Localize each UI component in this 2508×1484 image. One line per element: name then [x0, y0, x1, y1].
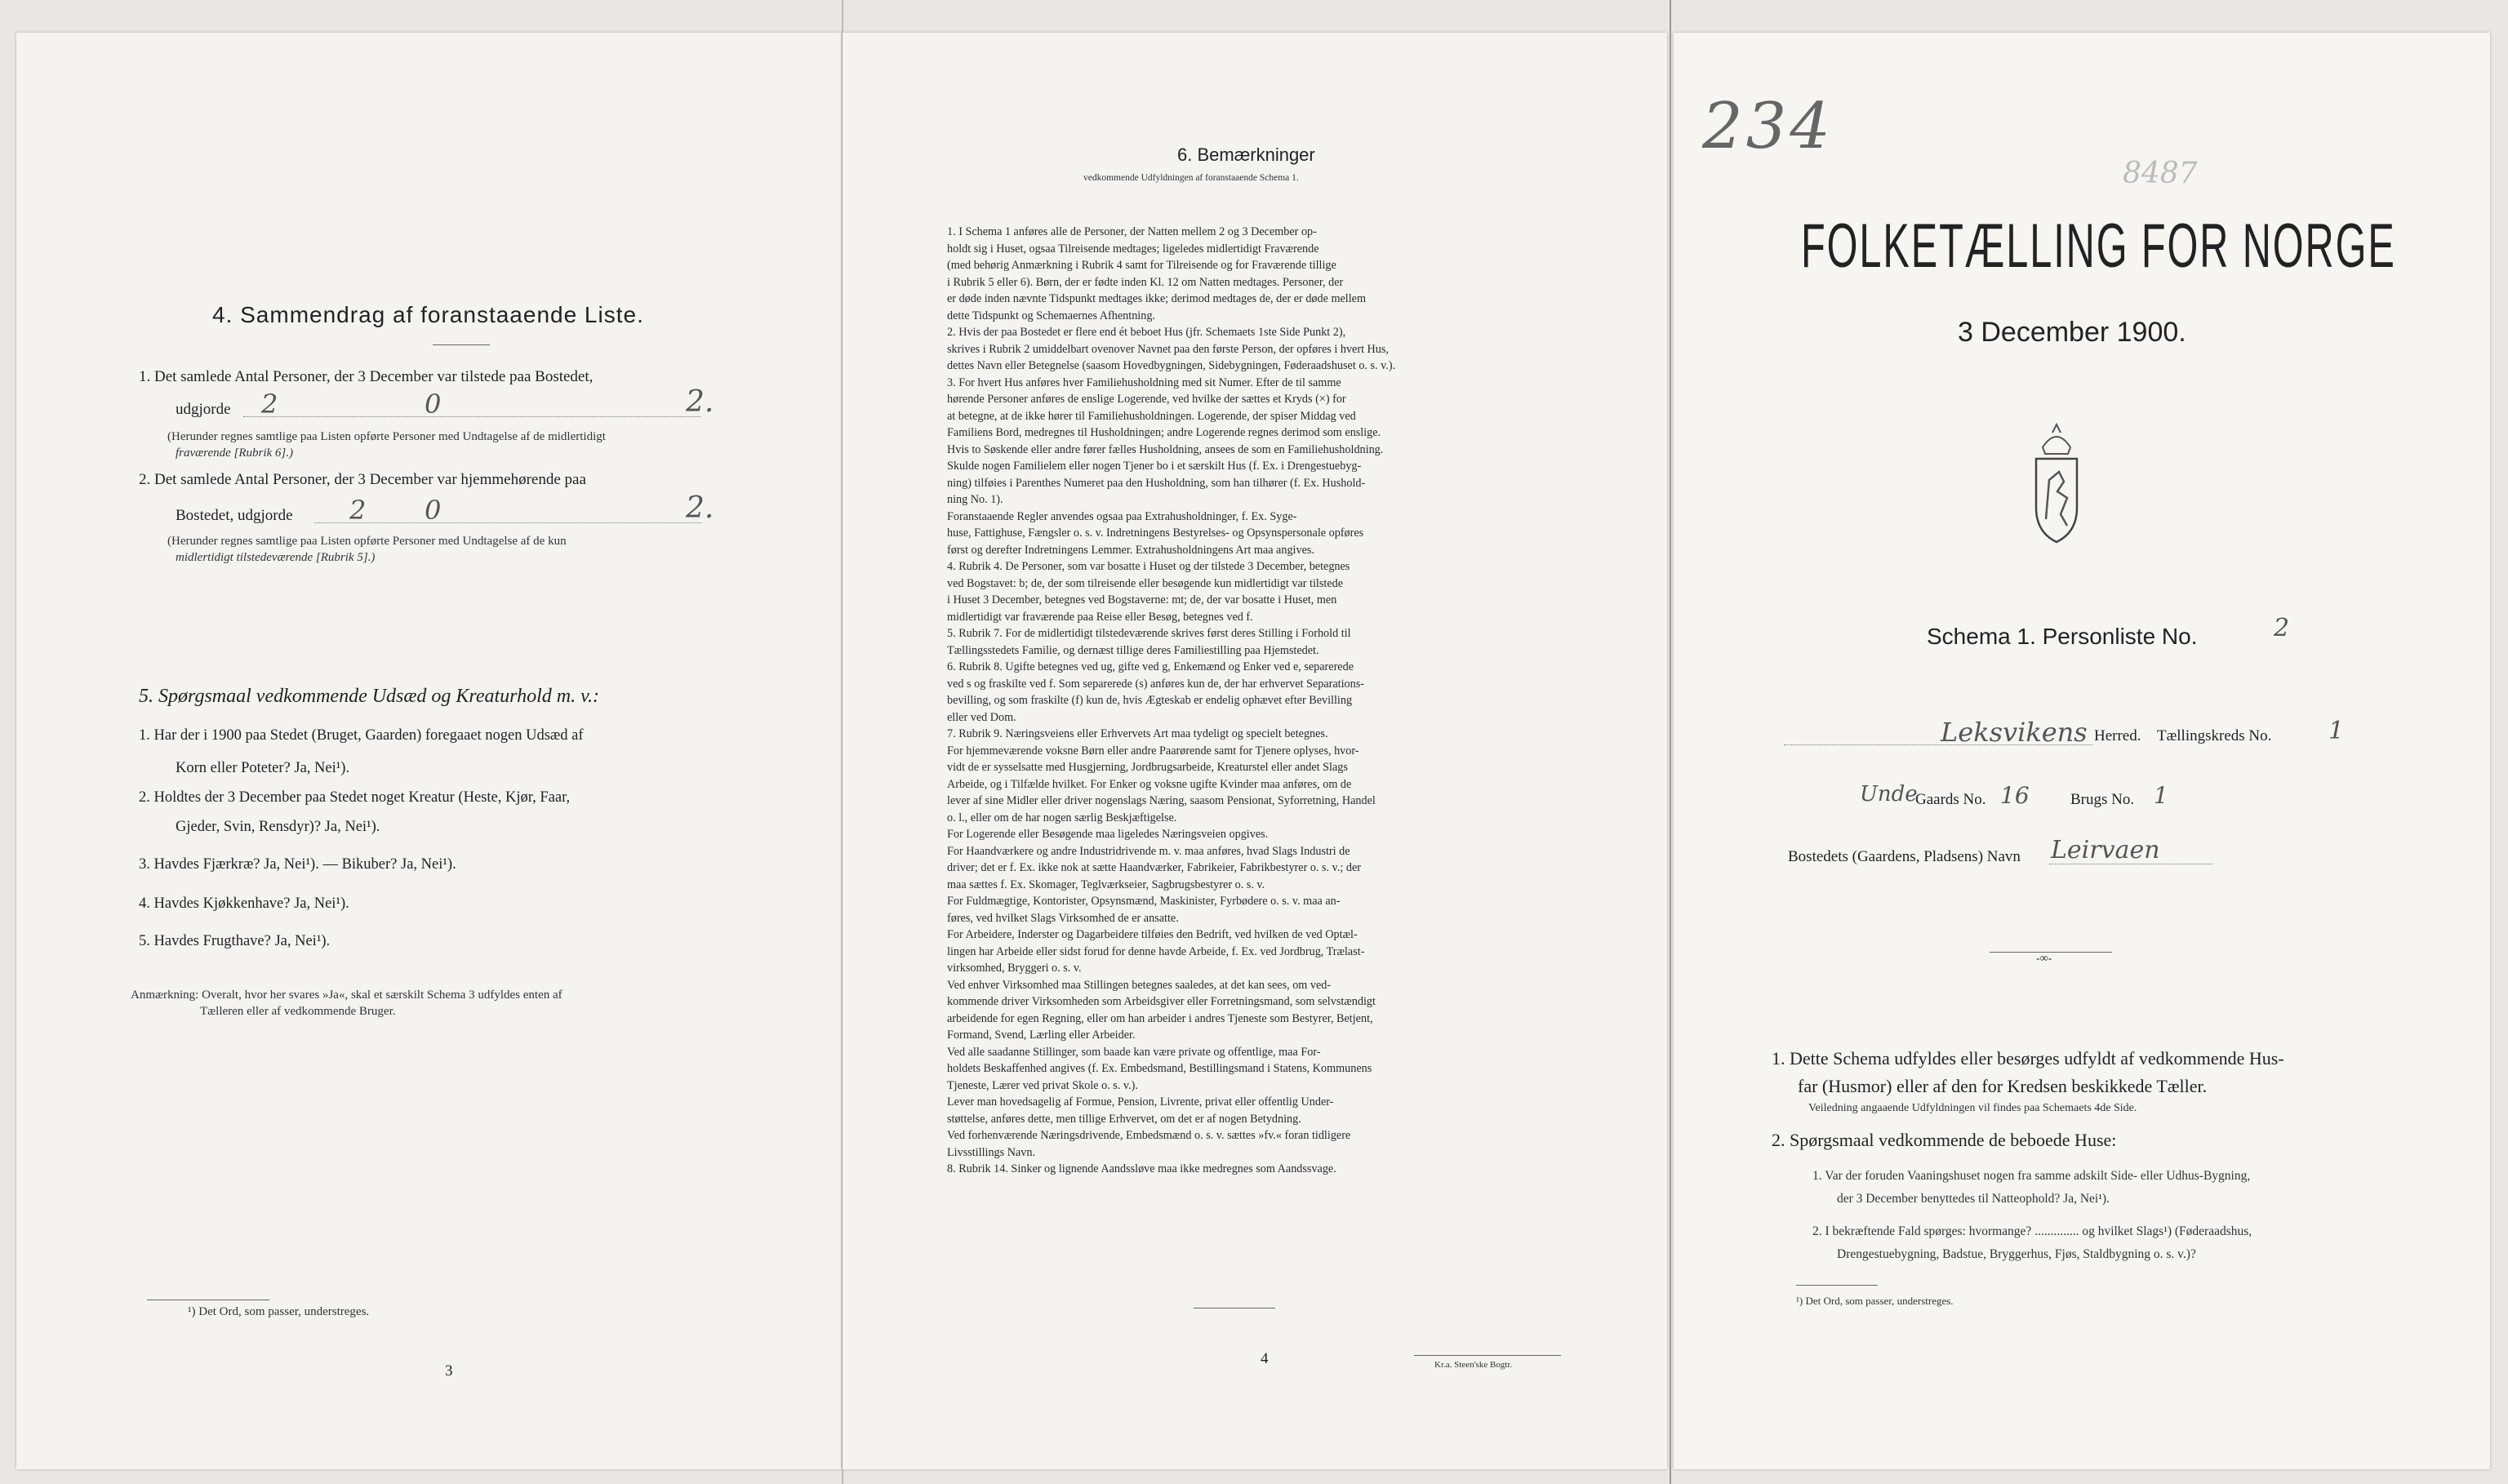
brugs-handwritten: 1 [2154, 782, 2168, 809]
remarks-line: ning No. 1). [947, 493, 1003, 506]
remarks-line: Familiens Bord, medregnes til Husholdningen; andre Logerende regnes derimod som enslige. [947, 426, 1381, 439]
coat-of-arms-icon [2031, 423, 2082, 544]
remarks-line: For Logerende eller Besøgende maa ligeledes Næringsveien opgives. [947, 828, 1269, 841]
remarks-line: Ved alle saadanne Stillinger, som baade kan være private og offentlige, maa For- [947, 1045, 1321, 1059]
page-seam [1670, 0, 1671, 1484]
footnote-rule [1796, 1285, 1878, 1286]
remarks-line: 8. Rubrik 14. Sinker og lignende Aandssløve maa ikke medregnes som Aandssvage. [947, 1162, 1336, 1175]
page-1 [1674, 33, 2490, 1469]
remarks-line: at betegne, at de ikke hører til Familiehusholdningen. Logerende, der spiser Middag ved [947, 409, 1356, 423]
remarks-subtitle: vedkommende Udfyldningen af foranstaaende Schema 1. [1083, 173, 1299, 183]
remarks-line: 5. Rubrik 7. For de midlertidigt tilstedeværende skrives først deres Stilling i Forhold til [947, 627, 1351, 640]
remarks-line: vidt de er sysselsatte med Husgjerning, Jordbrugsarbeide, Kreaturstel eller andet Slags [947, 761, 1348, 774]
remarks-line: virksomhed, Bryggeri o. s. v. [947, 962, 1082, 975]
instruction-2-2b: Drengestuebygning, Badstue, Bryggerhus, Fjøs, Staldbygning o. s. v.)? [1837, 1247, 2196, 1261]
item2-note1: (Herunder regnes samtlige paa Listen opførte Personer med Undtagelse af de kun [167, 535, 567, 548]
question-3: 3. Havdes Fjærkræ? Ja, Nei¹). — Bikuber? Ja, Nei¹). [139, 856, 456, 873]
instruction-2-1a: 1. Var der foruden Vaaningshuset nogen fra samme adskilt Side- eller Udhus-Bygning, [1812, 1169, 2251, 1183]
remarks-line: arbeidende for egen Regning, eller om han arbeider i andres Tjeneste som Bestyrer, Betjent, [947, 1011, 1373, 1025]
remarks-line: 3. For hvert Hus anføres hver Familiehusholdning med sit Numer. Efter de til samme [947, 375, 1341, 389]
item1-handwritten-3: 2. [686, 385, 714, 419]
remarks-line: Arbeide, og i Tilfælde hvilket. For Enker og voksne ugifte Kvinder maa anføres, om de [947, 777, 1352, 791]
section-5-title: 5. Spørgsmaal vedkommende Udsæd og Kreaturhold m. v.: [139, 686, 599, 707]
remarks-line: føres, ved hvilket Slags Virksomhed de er ansatte. [947, 911, 1179, 925]
remarks-line: ved Bogstavet: b; de, der som tilreisende eller besøgende kun midlertidigt var tilstede [947, 576, 1344, 590]
item1-note2: fraværende [Rubrik 6].) [176, 447, 294, 460]
page-number: 3 [445, 1362, 453, 1380]
remarks-line: midlertidigt var fraværende paa Reise eller Besøg, betegnes ved f. [947, 610, 1253, 624]
remarks-line: Ved forhenværende Næringsdrivende, Embedsmænd o. s. v. sættes »fv.« foran tidligere [947, 1129, 1351, 1142]
schema-label: Schema 1. Personliste No. [1927, 624, 2198, 649]
schema-handwritten: 2 [2274, 614, 2290, 642]
remarks-line: skrives i Rubrik 2 umiddelbart ovenover Navnet paa den første Person, der opføres i hvert Hus, [947, 342, 1389, 356]
remarks-line: o. l., eller om de har nogen særlig Beskjæftigelse. [947, 811, 1177, 824]
remarks-line: er døde inden nævnte Tidspunkt medtages ikke; derimod medtages de, der er døde mellem [947, 292, 1367, 305]
remarks-line: Formand, Svend, Lærling eller Arbeider. [947, 1029, 1136, 1042]
remarks-line: holdt sig i Huset, ogsaa Tilreisende medtages; ligeledes midlertidigt Fraværende [947, 242, 1319, 255]
item2-note2: midlertidigt tilstedeværende [Rubrik 5].) [176, 551, 376, 564]
faint-number: 8487 [2123, 157, 2198, 190]
remarks-line: lingen har Arbeide eller sidst forud for denne havde Arbeide, f. Ex. ved Jordbrug, Trælast- [947, 944, 1365, 958]
remarks-line: kommende driver Virksomheden som Arbeidsgiver eller Forretningsmand, som selvstændigt [947, 995, 1376, 1008]
remarks-line: Skulde nogen Familielem eller nogen Tjener bo i et særskilt Hus (f. Ex. i Drengestuebyg- [947, 460, 1362, 473]
remarks-line: hørende Personer anføres de enslige Logerende, ved hvilke der sættes et Kryds (×) for [947, 393, 1346, 406]
instruction-1b: far (Husmor) eller af den for Kredsen beskikkede Tæller. [1798, 1076, 2208, 1096]
herred-label: Herred. [2094, 727, 2141, 744]
footnote: ¹) Det Ord, som passer, understreges. [188, 1305, 370, 1318]
page-3 [16, 33, 841, 1469]
question-1b: Korn eller Poteter? Ja, Nei¹). [176, 760, 350, 776]
item2-line1: 2. Det samlede Antal Personer, der 3 December var hjemmehørende paa [139, 471, 586, 488]
remarks-line: ved s og fraskilte ved f. Som separerede (s) anføres kun de, der har erhvervet Separations- [947, 677, 1364, 691]
bosted-handwritten: Leirvaen [2051, 836, 2160, 864]
remarks-line: dettes Navn eller Betegnelse (saasom Hovedbygningen, Sidebygningen, Føderaadshuset o. s. v.). [947, 359, 1396, 372]
item1-line2: udgjorde [176, 401, 231, 418]
item1-fill-line [243, 416, 700, 417]
question-2b: Gjeder, Svin, Rensdyr)? Ja, Nei¹). [176, 819, 380, 835]
remarks-line: For hjemmeværende voksne Børn eller andre Paarørende samt for Tjenere oplyses, hvor- [947, 744, 1359, 758]
herred-handwritten: Leksvikens [1941, 717, 2088, 748]
remarks-line: driver; det er f. Ex. ikke nok at sætte Haandværker, Fabrikeier, Fabrikbestyrer o. s. v.; der [947, 861, 1361, 874]
remarks-line: For Fuldmægtige, Kontorister, Opsynsmænd, Maskinister, Fyrbødere o. s. v. maa an- [947, 895, 1341, 908]
question-4: 4. Havdes Kjøkkenhave? Ja, Nei¹). [139, 895, 349, 912]
item2-line2: Bostedet, udgjorde [176, 507, 293, 524]
gaard-label: Gaards No. [1915, 791, 1986, 808]
ornament: -∞- [2036, 953, 2052, 965]
remarks-line: dette Tidspunkt og Schemaernes Afhentning. [947, 309, 1155, 322]
printer-rule [1414, 1355, 1561, 1356]
instruction-2: 2. Spørgsmaal vedkommende de beboede Huse: [1772, 1130, 2117, 1150]
krets-label: Tællingskreds No. [2157, 727, 2272, 744]
bosted-label: Bostedets (Gaardens, Pladsens) Navn [1788, 848, 2021, 865]
item2-handwritten: 2 [349, 495, 367, 526]
remarks-line: Lever man hovedsagelig af Formue, Pension, Livrente, privat eller offentlig Under- [947, 1095, 1334, 1109]
remarks-line: Tællingsstedets Familie, og dernæst tillige deres Familiestilling paa Hjemstedet. [947, 643, 1319, 657]
remarks-line: i Rubrik 5 eller 6). Børn, der er fødte inden Kl. 12 om Natten medtages. Personer, der [947, 275, 1344, 289]
instruction-1c: Veiledning angaaende Udfyldningen vil findes paa Schemaets 4de Side. [1808, 1102, 2137, 1114]
item2-fill-line [314, 522, 702, 523]
divider [433, 344, 490, 345]
question-1a: 1. Har der i 1900 paa Stedet (Bruget, Gaarden) foregaaet nogen Udsæd af [139, 727, 584, 744]
item1-handwritten: 2 [261, 389, 278, 420]
remarks-line: Ved enhver Virksomhed maa Stillingen betegnes saaledes, at det kan sees, om ved- [947, 978, 1332, 992]
instruction-1a: 1. Dette Schema udfyldes eller besørges udfyldt af vedkommende Hus- [1772, 1048, 2284, 1069]
section-4-title: 4. Sammendrag af foranstaaende Liste. [212, 302, 644, 327]
remarks-line: ning) tilføies i Parenthes Numeret paa den Husholdning, som han tilhører (f. Ex. Hushold- [947, 476, 1366, 490]
remarks-line: eller ved Dom. [947, 710, 1016, 724]
item2-handwritten-2: 0 [425, 495, 442, 526]
remarks-line: 7. Rubrik 9. Næringsveiens eller Erhvervets Art maa tydeligt og specielt betegnes. [947, 727, 1328, 740]
remarks-line: 4. Rubrik 4. De Personer, som var bosatte i Huset og der tilstede 3 December, betegnes [947, 560, 1350, 573]
gaard-handwritten-prefix: Unde [1860, 782, 1918, 806]
instruction-2-1b: der 3 December benyttedes til Natteophold? Ja, Nei¹). [1837, 1192, 2110, 1206]
instruction-2-2a: 2. I bekræftende Fald spørges: hvormange? .............. og hvilket Slags¹) (Føderaadshus, [1812, 1224, 2252, 1238]
annotation-line1: Anmærkning: Overalt, hvor her svares »Ja«, skal et særskilt Schema 3 udfyldes enten af [131, 989, 563, 1002]
remarks-line: bevilling, og som fraskilte (f) kun de, hvis Ægteskab er endelig ophævet efter Bevilling [947, 694, 1353, 707]
form-title: FOLKETÆLLING FOR NORGE [1801, 211, 2396, 281]
remarks-line: Tjeneste, Lærer ved privat Skole o. s. v.). [947, 1078, 1138, 1092]
printer-mark: Kr.a. Steen'ske Bogtr. [1434, 1360, 1513, 1370]
remarks-line: maa sættes f. Ex. Skomager, Teglværkseier, Sagbrugsbestyrer o. s. v. [947, 878, 1265, 891]
remarks-title: 6. Bemærkninger [1177, 144, 1315, 165]
remarks-line: (med behørig Anmærkning i Rubrik 4 samt for Tilreisende og for Fraværende tillige [947, 259, 1336, 272]
remarks-line: 2. Hvis der paa Bostedet er flere end ét beboet Hus (jfr. Schemaets 1ste Side Punkt 2), [947, 326, 1346, 339]
remarks-line: lever af sine Midler eller driver nogenslags Næring, saasom Pensionat, Syforretning, Handel [947, 794, 1376, 807]
remarks-line: holdets Beskaffenhed angives (f. Ex. Embedsmand, Bestillingsmand i Statens, Kommunens [947, 1062, 1372, 1075]
handwritten-number: 234 [1702, 90, 1834, 163]
remarks-line: 6. Rubrik 8. Ugifte betegnes ved ug, gifte ved g, Enkemænd og Enker ved e, separerede [947, 660, 1354, 673]
footnote: ¹) Det Ord, som passer, understreges. [1796, 1295, 1954, 1307]
brugs-label: Brugs No. [2070, 791, 2135, 808]
item2-handwritten-3: 2. [686, 491, 714, 525]
remarks-line: først og derefter Indretningens Lemmer. Extrahusholdningens Art maa angives. [947, 543, 1314, 557]
question-5: 5. Havdes Frugthave? Ja, Nei¹). [139, 933, 331, 949]
annotation-line2: Tælleren eller af vedkommende Bruger. [200, 1005, 396, 1018]
census-date: 3 December 1900. [1958, 317, 2186, 348]
question-2a: 2. Holdtes der 3 December paa Stedet noget Kreatur (Heste, Kjør, Faar, [139, 789, 571, 806]
gaard-handwritten: 16 [2000, 782, 2030, 809]
remarks-line: huse, Fattighuse, Fængsler o. s. v. Indretningens Bestyrelses- og Opsynspersonale opføres [947, 527, 1364, 540]
remarks-line: Foranstaaende Regler anvendes ogsaa paa Extrahusholdninger, f. Ex. Syge- [947, 509, 1297, 523]
page-4 [843, 33, 1667, 1469]
item1-note1: (Herunder regnes samtlige paa Listen opførte Personer med Undtagelse af de midlertidigt [167, 430, 606, 443]
item1-handwritten-2: 0 [425, 389, 442, 420]
remarks-line: Livsstillings Navn. [947, 1145, 1035, 1159]
remarks-line: Hvis to Søskende eller andre fører fælles Husholdning, ansees de som en Familiehusholdning. [947, 442, 1384, 456]
remarks-line: i Huset 3 December, betegnes ved Bogstaverne: mt; de, der var bosatte i Huset, men [947, 593, 1337, 606]
remarks-line: For Haandværkere og andre Industridrivende m. v. maa anføres, hvad Slags Industri de [947, 844, 1350, 858]
remarks-line: 1. I Schema 1 anføres alle de Personer, der Natten mellem 2 og 3 December op- [947, 225, 1317, 238]
page-number: 4 [1261, 1350, 1269, 1367]
remarks-line: For Arbeidere, Inderster og Dagarbeidere tilføies den Bedrift, ved hvilken de ved Optæl- [947, 928, 1358, 941]
krets-handwritten: 1 [2328, 717, 2345, 745]
remarks-body [947, 224, 1561, 1178]
remarks-line: støttelse, anføres dette, men tillige Erhvervet, om det er af nogen Betydning. [947, 1112, 1301, 1126]
item1-line1: 1. Det samlede Antal Personer, der 3 December var tilstede paa Bostedet, [139, 368, 594, 385]
